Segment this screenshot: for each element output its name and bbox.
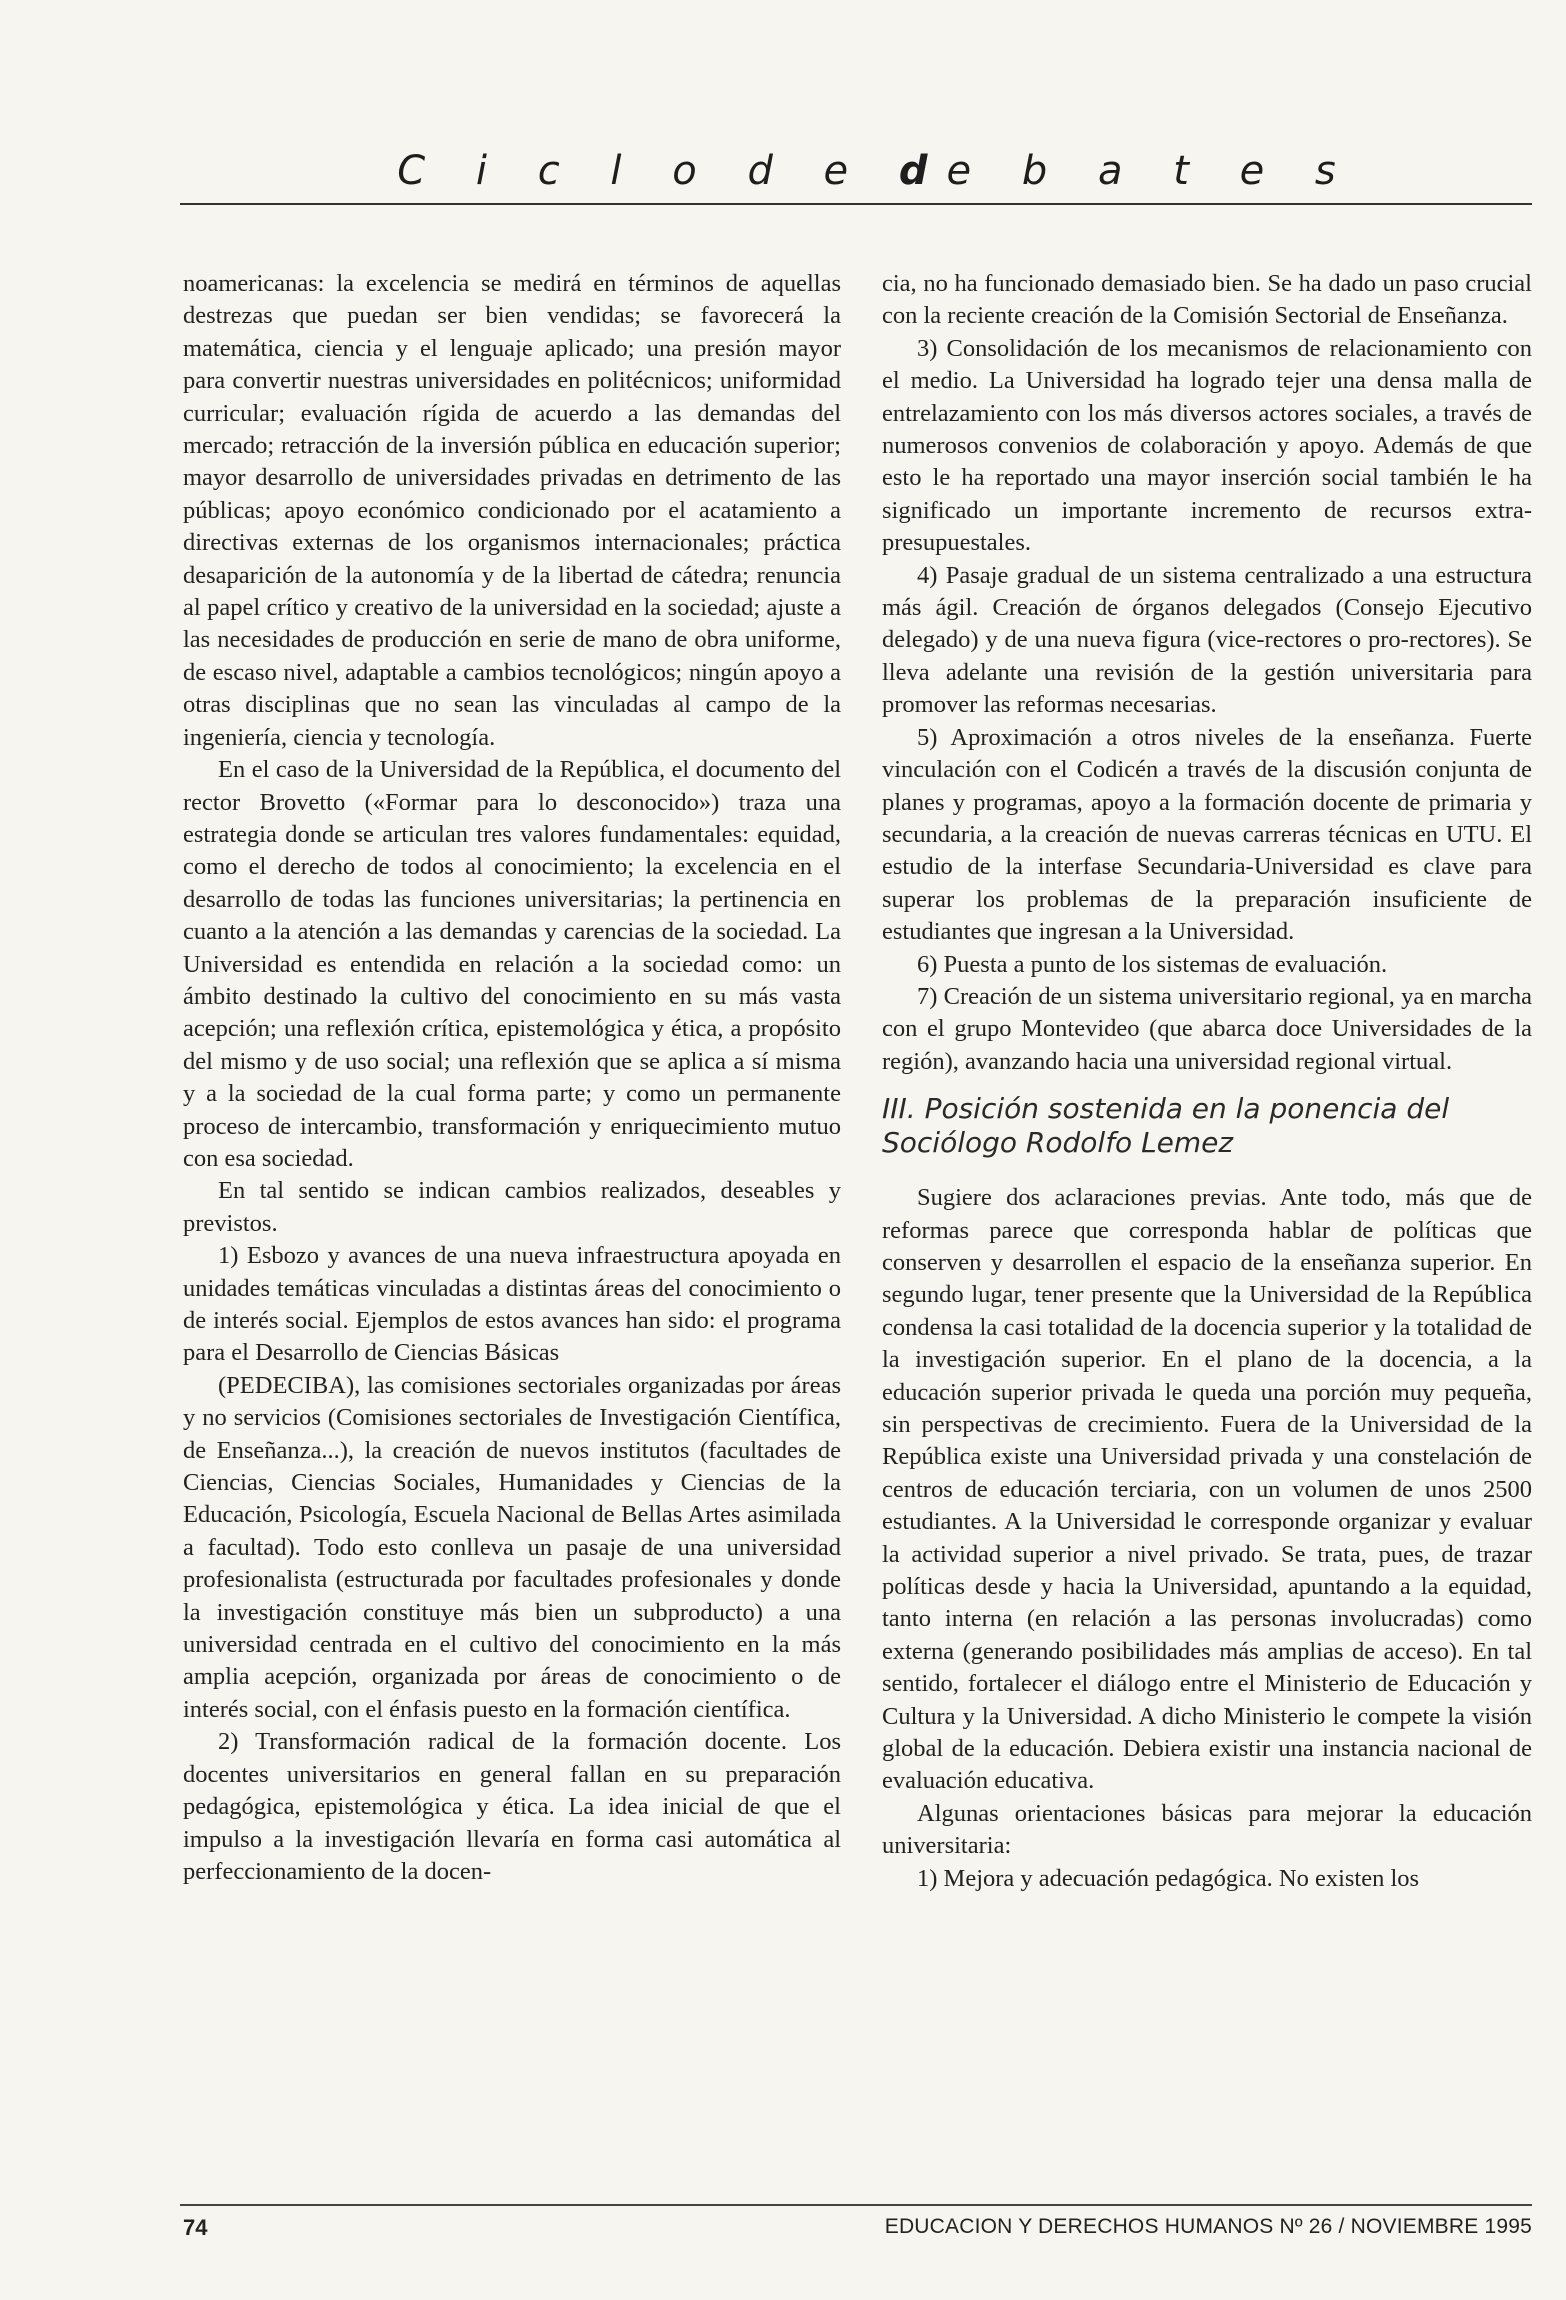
right-paragraph: Algunas orientaciones básicas para mejorar la educación universitaria: bbox=[882, 1799, 1532, 1860]
page-number: 74 bbox=[183, 2215, 208, 2240]
header-title-part2: d bbox=[898, 148, 947, 194]
journal-footer: EDUCACION Y DERECHOS HUMANOS Nº 26 / NOVIEMBRE 1995 bbox=[884, 2215, 1532, 2238]
right-paragraph: 7) Creación de un sistema universitario regional, ya en marcha con el grupo Montevideo (que abarca doce Universidades de la región), avanzando hacia una universidad regional virtual. bbox=[882, 982, 1532, 1075]
right-paragraph: 3) Consolidación de los mecanismos de relacionamiento con el medio. La Universidad ha logrado tejer una densa malla de entrelazamiento con los más diversos actores sociales, a través de numerosos convenios de colaboración y apoyo. Además de que esto le ha reportado una mayor inserción social también le ha significado un importante incremento de recursos extra-presupuestales. bbox=[882, 334, 1532, 557]
running-header bbox=[180, 148, 1552, 196]
left-paragraph: (PEDECIBA), las comisiones sectoriales organizadas por áreas y no servicios (Comisiones sectoriales de Investigación Científica, de Enseñanza...), la creación de nuevos institutos (facultades de Ciencias, Ciencias Sociales, Humanidades y Ciencias de la Educación, Psicología, Escuela Nacional de Bellas Artes asimilada a facultad). Todo esto conlleva un pasaje de una universidad profesionalista (estructurada por facultades profesionales y donde la investigación constituye más bien un subproducto) a una universidad centrada en el cultivo del conocimiento en la más amplia acepción, organizada por áreas de conocimiento o de interés social, con el énfasis puesto en la formación científica. bbox=[183, 1371, 841, 1723]
left-paragraph: En el caso de la Universidad de la República, el documento del rector Brovetto («Formar para lo desconocido») traza una estrategia donde se articulan tres valores fundamentales: equidad, como el derecho de todos al conocimiento; la excelencia en el desarrollo de todas las funciones universitarias; la pertinencia en cuanto a la atención a las demandas y carencias de la sociedad. La Universidad es entendida en relación a la sociedad como: un ámbito destinado la cultivo del conocimiento en su más vasta acepción; una reflexión crítica, epistemológica y ética, a propósito del mismo y de uso social; una reflexión que se aplica a sí misma y a la sociedad de la cual forma parte; y como un permanente proceso de intercambio, transformación y enriquecimiento mutuo con esa sociedad. bbox=[183, 756, 841, 1172]
section-heading: III. Posición sostenida en la ponencia del Sociólogo Rodolfo Lemez bbox=[882, 1092, 1450, 1160]
right-paragraph: 1) Mejora y adecuación pedagógica. No existen los bbox=[917, 1864, 1420, 1892]
header-title-part3: e b a t e s bbox=[946, 148, 1355, 194]
left-paragraph: noamericanas: la excelencia se medirá en términos de aquellas destrezas que puedan ser bien vendidas; se favorecerá la matemática, ciencia y el lenguaje aplicado; una presión mayor para convertir nuestras universidades en politécnicos; uniformidad curricular; evaluación rígida de acuerdo a las demandas del mercado; retracción de la inversión pública en educación superior; mayor desarrollo de universidades privadas en detrimento de las públicas; apoyo económico condicionado por el acatamiento a directivas externas de los organismos internacionales; práctica desaparición de la autonomía y de la libertad de cátedra; renuncia al papel crítico y creativo de la universidad en la sociedad; ajuste a las necesidades de producción en serie de mano de obra uniforme, de escaso nivel, adaptable a cambios tecnológicos; ningún apoyo a otras disciplinas que no sean las vinculadas al campo de la ingeniería, ciencia y tecnología. bbox=[183, 270, 841, 751]
header-title-part1: C i c l o d e bbox=[397, 148, 868, 194]
right-paragraph: 4) Pasaje gradual de un sistema centralizado a una estructura más ágil. Creación de órganos delegados (Consejo Ejecutivo delegado) y de una nueva figura (vice-rectores o pro-rectores). Se lleva adelante una revisión de la gestión universitaria para promover las reformas necesarias. bbox=[882, 561, 1532, 719]
left-column bbox=[183, 268, 841, 1888]
right-paragraph: 6) Puesta a punto de los sistemas de evaluación. bbox=[917, 950, 1388, 978]
right-paragraph: 5) Aproximación a otros niveles de la enseñanza. Fuerte vinculación con el Codicén a través de la discusión conjunta de planes y programas, apoyo a la formación docente de primaria y secundaria, a la creación de nuevas carreras técnicas en UTU. El estudio de la interfase Secundaria-Universidad es clave para superar los problemas de la preparación insuficiente de estudiantes que ingresan a la Universidad. bbox=[882, 723, 1532, 946]
right-paragraph: cia, no ha funcionado demasiado bien. Se ha dado un paso crucial con la reciente creación de la Comisión Sectorial de Enseñanza. bbox=[882, 270, 1532, 330]
header-rule bbox=[180, 203, 1532, 205]
left-paragraph: En tal sentido se indican cambios realizados, deseables y previstos. bbox=[183, 1177, 841, 1237]
right-column bbox=[882, 268, 1532, 1895]
right-paragraph: Sugiere dos aclaraciones previas. Ante todo, más que de reformas parece que corresponda hablar de políticas que conserven y desarrollen el espacio de la enseñanza superior. En segundo lugar, tener presente que la Universidad de la República condensa la casi totalidad de la docencia superior y la totalidad de la investigación superior. En el plano de la docencia, a la educación superior privada le queda una porción muy pequeña, sin perspectivas de crecimiento. Fuera de la Universidad de la República existe una Universidad privada y una constelación de centros de educación terciaria, con un volumen de unos 2500 estudiantes. A la Universidad le corresponde organizar y evaluar la actividad superior a nivel privado. Se trata, pues, de trazar políticas desde y hacia la Universidad, apuntando a la equidad, tanto interna (en relación a las personas involucradas) como externa (generando posibilidades más amplias de acceso). En tal sentido, fortalecer el diálogo entre el Ministerio de Educación y Cultura y la Universidad. A dicho Ministerio le compete la visión global de la educación. Debiera existir una instancia nacional de evaluación educativa. bbox=[882, 1184, 1532, 1795]
left-paragraph: 2) Transformación radical de la formación docente. Los docentes universitarios en general fallan en su preparación pedagógica, epistemológica y ética. La idea inicial de que el impulso a la investigación llevaría en forma casi automática al perfeccionamiento de la docen- bbox=[183, 1728, 841, 1885]
footer-rule bbox=[180, 2204, 1532, 2206]
left-paragraph: 1) Esbozo y avances de una nueva infraestructura apoyada en unidades temáticas vinculadas a distintas áreas del conocimiento o de interés social. Ejemplos de estos avances han sido: el programa para el Desarrollo de Ciencias Básicas bbox=[183, 1242, 841, 1367]
